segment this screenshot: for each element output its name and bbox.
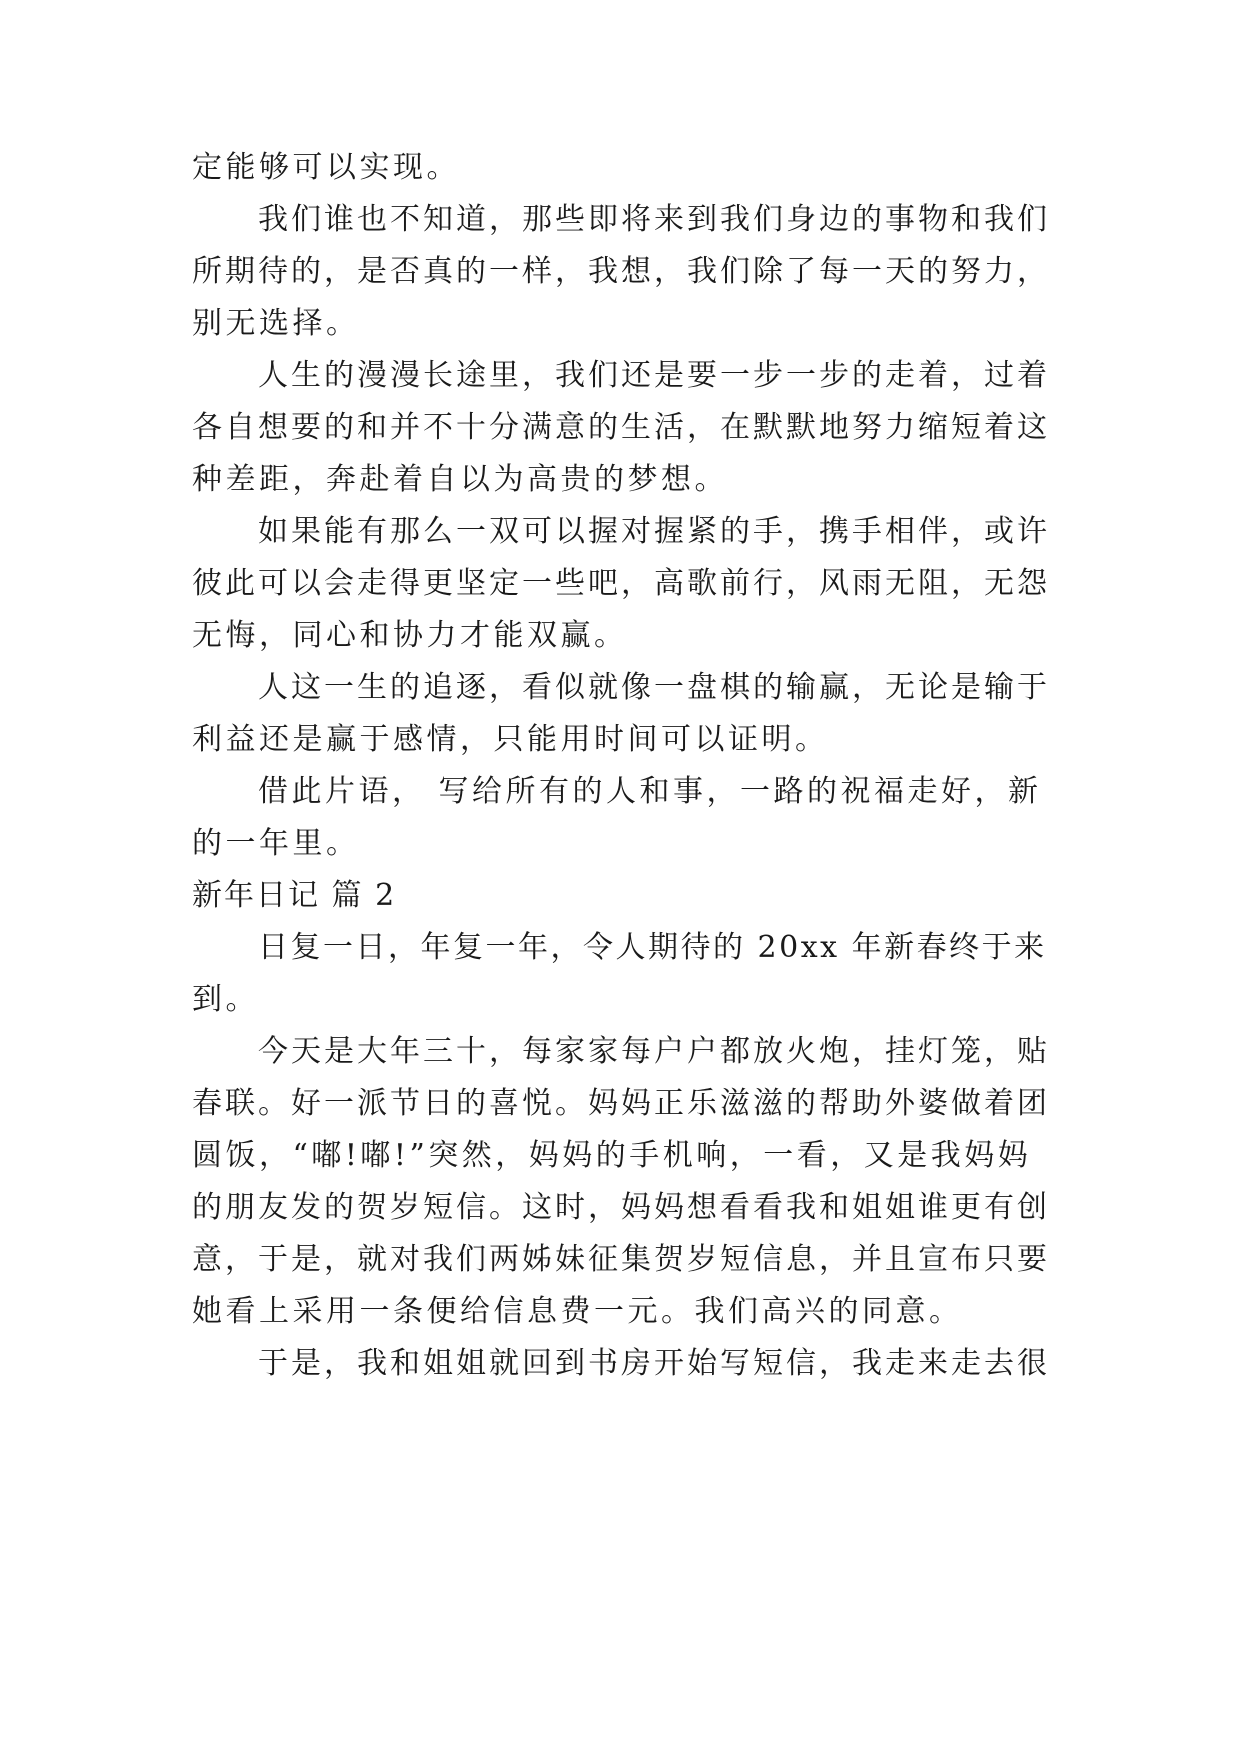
section-heading: 新年日记 篇 2: [192, 878, 397, 913]
text-line: 定能够可以实现。: [192, 150, 460, 185]
paragraph-start-line: 我们谁也不知道，那些即将来到我们身边的事物和我们: [258, 202, 1050, 237]
text-line: 所期待的，是否真的一样，我想，我们除了每一天的努力，: [192, 254, 1050, 289]
paragraph-start-line: 今天是大年三十，每家家每户户都放火炮，挂灯笼，贴: [258, 1034, 1050, 1069]
paragraph-start-line: 人这一生的追逐，看似就像一盘棋的输赢，无论是输于: [258, 670, 1050, 705]
paragraph-start-line: 于是，我和姐姐就回到书房开始写短信，我走来走去很: [258, 1346, 1050, 1381]
text-line: 的一年里。: [192, 826, 360, 861]
text-line: 利益还是赢于感情，只能用时间可以证明。: [192, 722, 829, 757]
paragraph-start-line: 人生的漫漫长途里，我们还是要一步一步的走着，过着: [258, 358, 1050, 393]
paragraph-start-line: 借此片语， 写给所有的人和事，一路的祝福走好，新: [258, 774, 1042, 809]
text-line: 彼此可以会走得更坚定一些吧，高歌前行，风雨无阻，无怨: [192, 566, 1050, 601]
text-line: 的朋友发的贺岁短信。这时，妈妈想看看我和姐姐谁更有创: [192, 1190, 1050, 1225]
text-line: 种差距，奔赴着自以为高贵的梦想。: [192, 462, 728, 497]
paragraph-start-line: 如果能有那么一双可以握对握紧的手，携手相伴，或许: [258, 514, 1050, 549]
text-line: 意，于是，就对我们两姊妹征集贺岁短信息，并且宣布只要: [192, 1242, 1050, 1277]
text-line: 她看上采用一条便给信息费一元。我们高兴的同意。: [192, 1294, 963, 1329]
text-line: 别无选择。: [192, 306, 360, 341]
paragraph-start-line: 日复一日，年复一年，令人期待的 20xx 年新春终于来: [258, 930, 1047, 965]
text-line: 到。: [192, 982, 259, 1017]
text-line: 春联。好一派节日的喜悦。妈妈正乐滋滋的帮助外婆做着团: [192, 1086, 1050, 1121]
text-line: 圆饭，“嘟!嘟!”突然，妈妈的手机响，一看，又是我妈妈: [192, 1138, 1032, 1173]
text-line: 各自想要的和并不十分满意的生活，在默默地努力缩短着这: [192, 410, 1050, 445]
text-line: 无悔，同心和协力才能双赢。: [192, 618, 628, 653]
